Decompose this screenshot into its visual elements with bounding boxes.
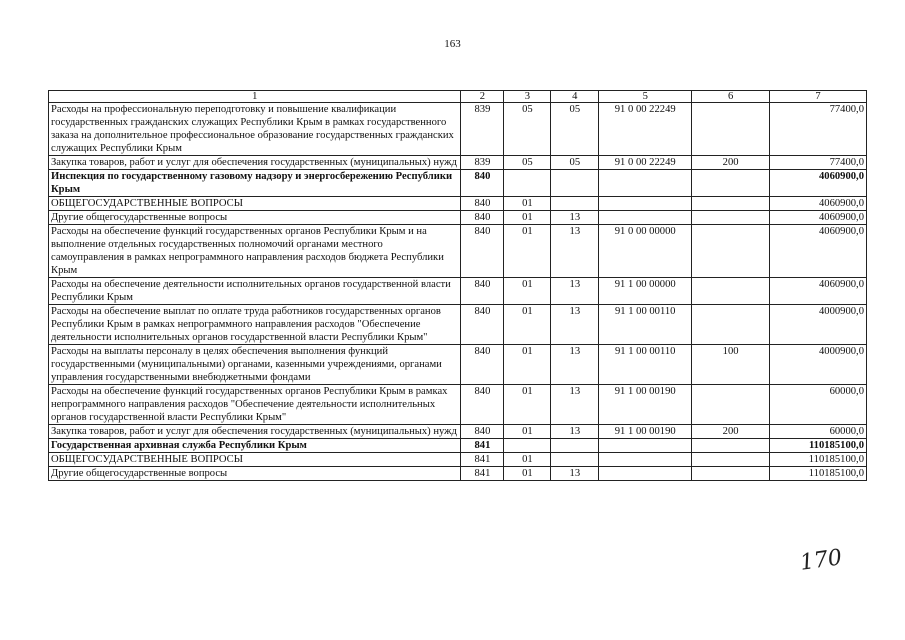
table-row	[49, 278, 867, 305]
header-cell: 4	[551, 91, 599, 103]
row-pr-cell: 13	[551, 225, 599, 278]
row-name-cell: Расходы на профессиональную переподготовку и повышение квалификации государственных гражданских служащих Республики Крым в рамках государственного заказа на дополнительное профессиональное образование государственных гражданских служащих Республики Крым	[49, 103, 461, 156]
row-vr-cell	[692, 467, 770, 481]
table-row	[49, 170, 867, 197]
row-name-cell: Инспекция по государственному газовому надзору и энергосбережению Республики Крым	[49, 170, 461, 197]
row-pr-cell	[551, 453, 599, 467]
row-vr-cell: 100	[692, 345, 770, 385]
row-vr-cell: 200	[692, 425, 770, 439]
row-gr-cell: 840	[461, 197, 504, 211]
header-cell: 6	[692, 91, 770, 103]
row-gr-cell: 839	[461, 103, 504, 156]
row-rz-cell: 01	[504, 197, 551, 211]
row-name-cell: Расходы на обеспечение функций государственных органов Республики Крым в рамках непрограммного направления расходов "Обеспечение деятельности исполнительных органов государственной власти Республики Крым"	[49, 385, 461, 425]
row-rz-cell: 01	[504, 305, 551, 345]
header-cell: 1	[49, 91, 461, 103]
row-pr-cell: 13	[551, 425, 599, 439]
row-csr-cell	[599, 439, 692, 453]
row-name-cell: Расходы на выплаты персоналу в целях обеспечения выполнения функций государственными (муниципальными) органами, казенными учреждениями, органами управления государственными внебюджетными фондами	[49, 345, 461, 385]
row-name-cell: ОБЩЕГОСУДАРСТВЕННЫЕ ВОПРОСЫ	[49, 197, 461, 211]
row-rz-cell: 05	[504, 156, 551, 170]
row-sum-cell: 4000900,0	[770, 345, 867, 385]
row-rz-cell: 01	[504, 278, 551, 305]
budget-table	[48, 90, 867, 481]
row-pr-cell	[551, 170, 599, 197]
row-gr-cell: 841	[461, 439, 504, 453]
table-row	[49, 156, 867, 170]
table-row	[49, 385, 867, 425]
row-csr-cell	[599, 197, 692, 211]
row-gr-cell: 841	[461, 453, 504, 467]
table-row	[49, 103, 867, 156]
row-name-cell: Расходы на обеспечение функций государственных органов Республики Крым и на выполнение отдельных государственных полномочий органами местного самоуправления в рамках непрограммного направления расходов бюджета Республики Крым	[49, 225, 461, 278]
row-name-cell: Другие общегосударственные вопросы	[49, 211, 461, 225]
table-row	[49, 211, 867, 225]
row-rz-cell: 01	[504, 225, 551, 278]
row-pr-cell: 13	[551, 345, 599, 385]
row-csr-cell	[599, 467, 692, 481]
row-vr-cell: 200	[692, 156, 770, 170]
row-csr-cell	[599, 453, 692, 467]
row-gr-cell: 840	[461, 211, 504, 225]
row-vr-cell	[692, 453, 770, 467]
row-vr-cell	[692, 225, 770, 278]
row-name-cell: Другие общегосударственные вопросы	[49, 467, 461, 481]
row-gr-cell: 841	[461, 467, 504, 481]
row-rz-cell: 01	[504, 453, 551, 467]
row-csr-cell: 91 1 00 00190	[599, 385, 692, 425]
row-rz-cell	[504, 439, 551, 453]
row-sum-cell: 110185100,0	[770, 467, 867, 481]
row-pr-cell: 13	[551, 211, 599, 225]
row-sum-cell: 110185100,0	[770, 453, 867, 467]
row-sum-cell: 4060900,0	[770, 197, 867, 211]
row-rz-cell: 01	[504, 345, 551, 385]
row-csr-cell	[599, 170, 692, 197]
header-cell: 2	[461, 91, 504, 103]
row-csr-cell: 91 0 00 22249	[599, 103, 692, 156]
row-csr-cell: 91 0 00 00000	[599, 225, 692, 278]
row-sum-cell: 4000900,0	[770, 305, 867, 345]
row-pr-cell: 05	[551, 103, 599, 156]
row-pr-cell: 13	[551, 305, 599, 345]
row-sum-cell: 4060900,0	[770, 211, 867, 225]
row-gr-cell: 840	[461, 225, 504, 278]
row-vr-cell	[692, 211, 770, 225]
table-row	[49, 467, 867, 481]
row-rz-cell: 01	[504, 467, 551, 481]
header-cell: 5	[599, 91, 692, 103]
row-gr-cell: 840	[461, 305, 504, 345]
header-cell: 3	[504, 91, 551, 103]
row-sum-cell: 110185100,0	[770, 439, 867, 453]
row-vr-cell	[692, 197, 770, 211]
row-name-cell: Государственная архивная служба Республики Крым	[49, 439, 461, 453]
row-csr-cell: 91 0 00 22249	[599, 156, 692, 170]
row-rz-cell: 01	[504, 425, 551, 439]
row-csr-cell: 91 1 00 00190	[599, 425, 692, 439]
row-pr-cell: 13	[551, 278, 599, 305]
row-rz-cell: 05	[504, 103, 551, 156]
row-gr-cell: 840	[461, 170, 504, 197]
row-gr-cell: 840	[461, 278, 504, 305]
row-csr-cell: 91 1 00 00110	[599, 345, 692, 385]
table-row	[49, 453, 867, 467]
table-row	[49, 345, 867, 385]
row-sum-cell: 60000,0	[770, 425, 867, 439]
row-vr-cell	[692, 439, 770, 453]
handwritten-note: 170	[798, 545, 844, 576]
row-gr-cell: 840	[461, 385, 504, 425]
row-csr-cell: 91 1 00 00110	[599, 305, 692, 345]
row-gr-cell: 839	[461, 156, 504, 170]
row-sum-cell: 60000,0	[770, 385, 867, 425]
row-pr-cell	[551, 197, 599, 211]
row-csr-cell	[599, 211, 692, 225]
row-vr-cell	[692, 305, 770, 345]
row-vr-cell	[692, 278, 770, 305]
row-name-cell: Расходы на обеспечение выплат по оплате труда работников государственных органов Республики Крым в рамках непрограммного направления расходов "Обеспечение деятельности исполнительных органов государственной власти Республики Крым"	[49, 305, 461, 345]
row-name-cell: Расходы на обеспечение деятельности исполнительных органов государственной власти Республики Крым	[49, 278, 461, 305]
row-pr-cell: 13	[551, 385, 599, 425]
row-vr-cell	[692, 103, 770, 156]
row-vr-cell	[692, 385, 770, 425]
row-rz-cell	[504, 170, 551, 197]
row-name-cell: Закупка товаров, работ и услуг для обеспечения государственных (муниципальных) нужд	[49, 425, 461, 439]
row-name-cell: ОБЩЕГОСУДАРСТВЕННЫЕ ВОПРОСЫ	[49, 453, 461, 467]
header-cell: 7	[770, 91, 867, 103]
row-pr-cell	[551, 439, 599, 453]
table-row	[49, 197, 867, 211]
row-csr-cell: 91 1 00 00000	[599, 278, 692, 305]
table-row	[49, 425, 867, 439]
header-row	[49, 91, 867, 103]
table-row	[49, 225, 867, 278]
row-sum-cell: 4060900,0	[770, 225, 867, 278]
row-sum-cell: 4060900,0	[770, 170, 867, 197]
row-sum-cell: 4060900,0	[770, 278, 867, 305]
row-gr-cell: 840	[461, 425, 504, 439]
row-rz-cell: 01	[504, 211, 551, 225]
row-name-cell: Закупка товаров, работ и услуг для обеспечения государственных (муниципальных) нужд	[49, 156, 461, 170]
row-vr-cell	[692, 170, 770, 197]
row-pr-cell: 05	[551, 156, 599, 170]
row-pr-cell: 13	[551, 467, 599, 481]
table-row	[49, 439, 867, 453]
table-row	[49, 305, 867, 345]
row-rz-cell: 01	[504, 385, 551, 425]
row-gr-cell: 840	[461, 345, 504, 385]
row-sum-cell: 77400,0	[770, 156, 867, 170]
page-number: 163	[444, 38, 461, 50]
row-sum-cell: 77400,0	[770, 103, 867, 156]
